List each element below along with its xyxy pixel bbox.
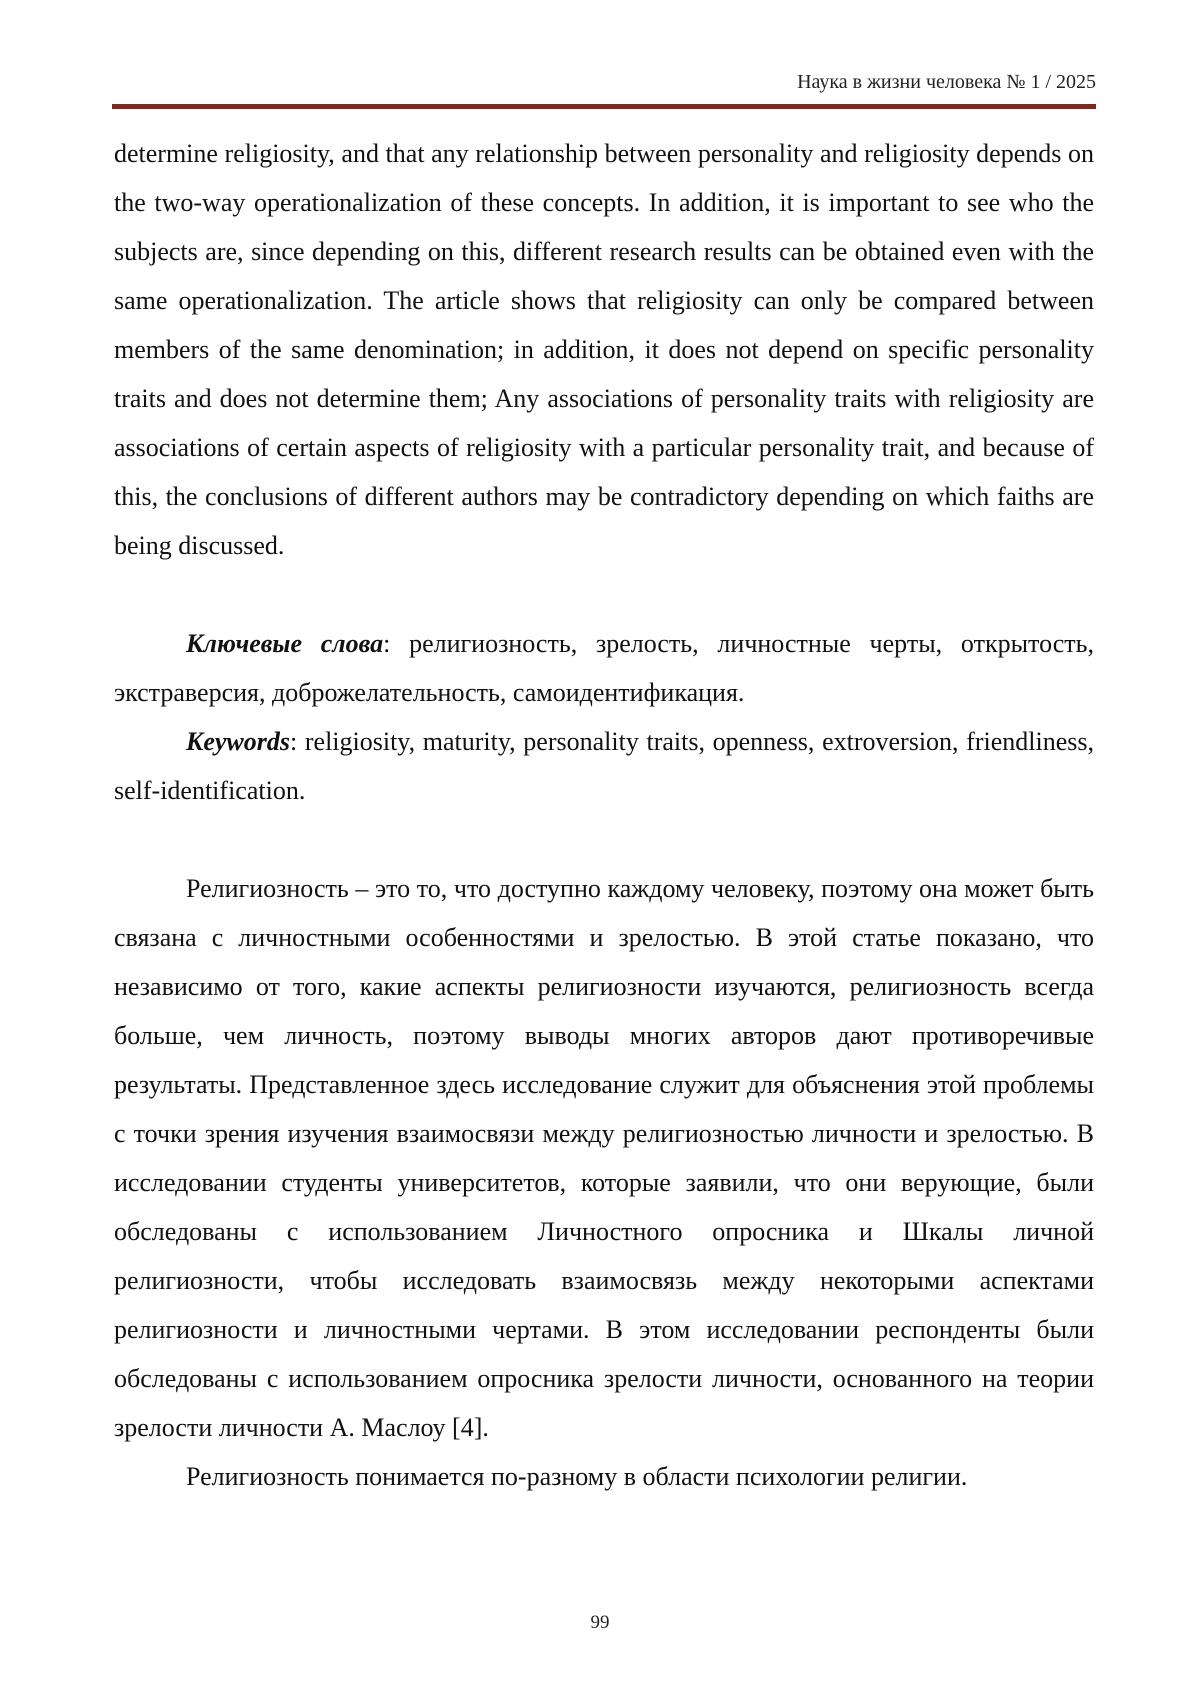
- keywords-ru: [114, 619, 1094, 717]
- journal-header: Наука в жизни человека № 1 / 2025: [797, 71, 1096, 93]
- page-number: 99: [590, 1612, 610, 1633]
- section-gap: [114, 815, 1094, 864]
- keywords-en-text: : religiosity, maturity, personality traits, openness, extroversion, friendliness, self-identification.: [114, 727, 1094, 805]
- header-rule: [112, 104, 1096, 109]
- body-paragraph-1: Религиозность – это то, что доступно каждому человеку, поэтому она может быть связана с личностными особенностями и зрелостью. В этой статье показано, что независимо от того, какие аспекты религиозности изучаются, религиозность всегда больше, чем личность, поэтому выводы многих авторов дают противоречивые результаты. Представленное здесь исследование служит для объяснения этой проблемы с точки зрения изучения взаимосвязи между религиозностью личности и зрелостью. В исследовании студенты университетов, которые заявили, что они верующие, были обследованы с использованием Личностного опросника и Шкалы личной религиозности, чтобы исследовать взаимосвязь между некоторыми аспектами религиозности и личностными чертами. В этом исследовании респонденты были обследованы с использованием опросника зрелости личности, основанного на теории зрелости личности А. Маслоу [4].: [114, 874, 1094, 1442]
- keywords-en-label: Keywords: [186, 727, 290, 756]
- keywords-ru-text: : религиозность, зрелость, личностные черты, открытость, экстраверсия, доброжелательность, самоидентификация.: [114, 629, 1094, 707]
- abstract-en-paragraph: determine religiosity, and that any relationship between personality and religiosity depends on the two-way operationalization of these concepts. In addition, it is important to see who the subjects are, since depending on this, different research results can be obtained even with the same operationalization. The article shows that religiosity can only be compared between members of the same denomination; in addition, it does not depend on specific personality traits and does not determine them; Any associations of personality traits with religiosity are associations of certain aspects of religiosity with a particular personality trait, and because of this, the conclusions of different authors may be contradictory depending on which faiths are being discussed.: [114, 139, 1094, 560]
- keywords-ru-label: Ключевые слова: [186, 629, 384, 658]
- body-paragraph-2: Религиозность понимается по-разному в области психологии религии.: [186, 1462, 968, 1491]
- keywords-en: [114, 717, 1094, 815]
- page-content: [114, 129, 1094, 1501]
- section-gap: [114, 570, 1094, 619]
